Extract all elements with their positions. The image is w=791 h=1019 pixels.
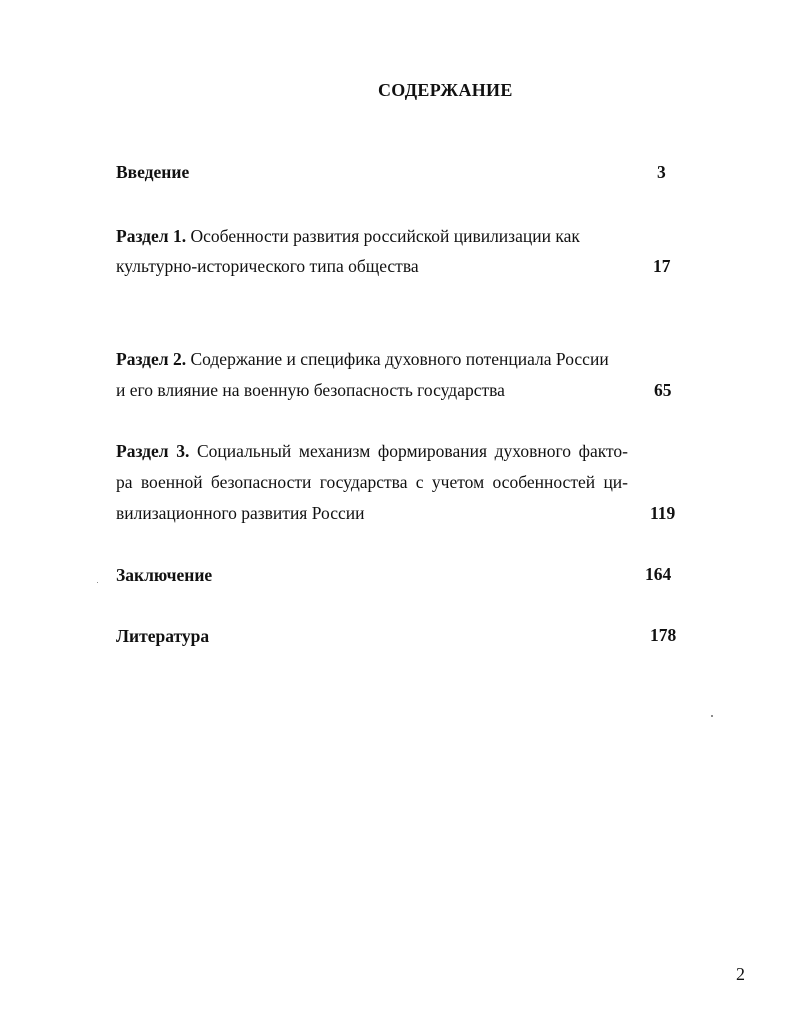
toc-intro-page: 3 — [657, 162, 666, 182]
toc-section3-title-line1: Социальный механизм формирования духовного факто- — [189, 441, 628, 461]
toc-conclusion-label: Заключение — [116, 565, 213, 585]
toc-section2-page: 65 — [654, 380, 672, 400]
scan-speck — [97, 582, 98, 583]
toc-entry-intro — [116, 162, 189, 182]
toc-section1-title-line2: культурно-исторического типа общества — [116, 256, 419, 276]
toc-section3-title-line3: вилизационного развития России — [116, 503, 365, 523]
toc-section2-title-line1: Содержание и специфика духовного потенциала России — [186, 349, 609, 369]
scan-speck — [711, 715, 713, 717]
toc-section1-title-line1: Особенности развития российской цивилизации как — [186, 226, 580, 246]
toc-literature-page: 178 — [650, 625, 677, 645]
toc-section1-prefix: Раздел 1. — [116, 226, 187, 246]
page-title: СОДЕРЖАНИЕ — [378, 80, 513, 100]
toc-section1-page: 17 — [653, 256, 671, 276]
page-number: 2 — [736, 964, 745, 984]
toc-section3-page: 119 — [650, 503, 676, 523]
toc-section2-title-line2: и его влияние на военную безопасность государства — [116, 380, 505, 400]
toc-conclusion-page: 164 — [645, 564, 672, 584]
toc-literature-label: Литература — [116, 626, 210, 646]
toc-entry-section2-line1 — [116, 349, 609, 369]
toc-section2-prefix: Раздел 2. — [116, 349, 187, 369]
toc-entry-section1-line1 — [116, 226, 580, 246]
toc-intro-label: Введение — [116, 162, 190, 182]
toc-section3-title-line2: ра военной безопасности государства с учетом особенностей ци- — [116, 472, 628, 492]
toc-entry-conclusion — [116, 565, 212, 585]
toc-section3-prefix: Раздел 3. — [116, 441, 190, 461]
toc-entry-literature — [116, 626, 209, 646]
toc-entry-section3-line1 — [116, 441, 628, 461]
